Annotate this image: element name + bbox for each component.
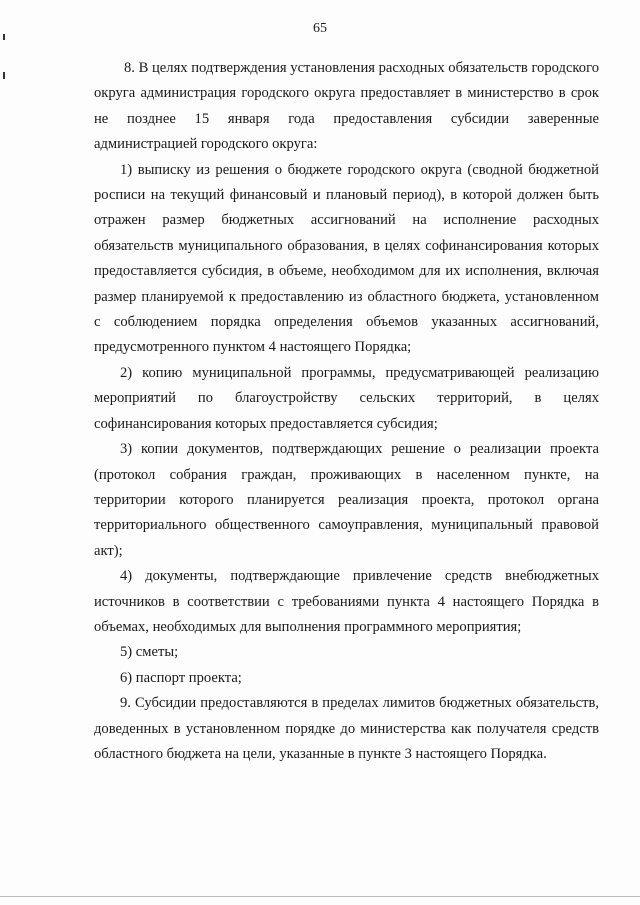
- paragraph-9: 9. Субсидии предоставляются в пределах лимитов бюджетных обязательств, доведенных в установленном порядке до министерства как получателя средств областного бюджета на цели, указанные в пункте 3 настоящего Порядка.: [94, 695, 599, 762]
- scan-mark-middle: [3, 72, 5, 79]
- paragraph-8-item-2: 2) копию муниципальной программы, предусматривающей реализацию мероприятий по благоустройству сельских территорий, в целях софинансирования которых предоставляется субсидия;: [94, 364, 599, 432]
- paragraph-8-item-3: 3) копии документов, подтверждающих решение о реализации проекта (протокол собрания граждан, проживающих в населенном пункте, на территории которого планируется реализация проекта, протокол органа территориального общественного самоуправления, муниципальный правовой акт);: [94, 441, 599, 559]
- document-body: [94, 56, 599, 767]
- paragraph-8: 8. В целях подтверждения установления расходных обязательств городского округа администрация городского округа предоставляет в министерство в срок не позднее 15 января года предоставления субсидии заверенные администрацией городского округа:: [94, 60, 599, 153]
- paragraph-8-item-4: 4) документы, подтверждающие привлечение средств внебюджетных источников в соответствии с требованиями пункта 4 настоящего Порядка в объемах, необходимых для выполнения программного мероприятия;: [94, 568, 599, 635]
- footer-line-left: [0, 896, 640, 897]
- paragraph-8-item-5: 5) сметы;: [120, 644, 179, 661]
- paragraph-8-item-6: 6) паспорт проекта;: [120, 669, 242, 686]
- paragraph-8-item-1: 1) выписку из решения о бюджете городского округа (сводной бюджетной росписи на текущий финансовый и плановый период), в которой должен быть отражен размер бюджетных ассигнований на исполнение расходных обязательств муниципального образования, в целях софинансирования которых предоставляется субсидия, в объеме, необходимом для их исполнения, включая размер планируемой к предоставлению из областного бюджета, установленном с соблюдением порядка определения объемов указанных ассигнований, предусмотренного пунктом 4 настоящего Порядка;: [94, 161, 599, 356]
- page-number: 65: [313, 21, 327, 36]
